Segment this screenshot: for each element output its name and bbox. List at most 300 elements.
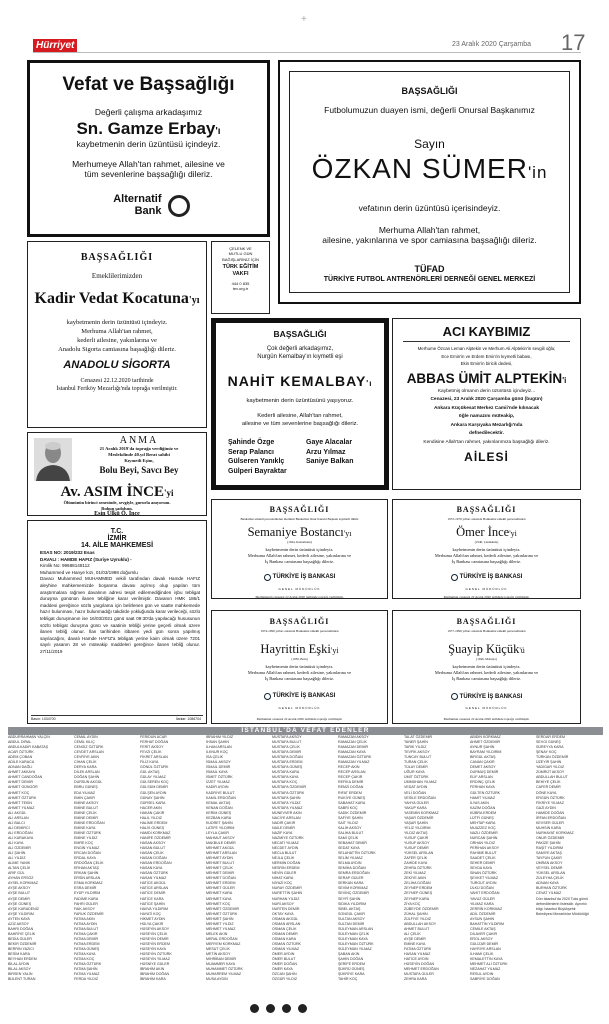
- deceased-name-entry: ALİ ARSLAN: [8, 815, 29, 820]
- page-dots: [250, 1004, 340, 1014]
- notice-nahit-kemalbay: [211, 318, 389, 490]
- deceased-name-entry: CAFER DEMİR: [536, 785, 561, 790]
- deceased-name-entry: ÖMER BULUT: [272, 957, 296, 962]
- notice-suayip-kucuk: [392, 610, 581, 724]
- deceased-name-entry: HASAN YILMAZ: [404, 952, 431, 957]
- deceased-name-entry: AYŞE YILDIRIM: [8, 911, 34, 916]
- notice-abbas-umit-alptekin: [392, 318, 581, 490]
- notice-semaniye-bostanci: [211, 499, 388, 599]
- deceased-name-entry: GÜLSEREN KOÇ: [140, 780, 169, 785]
- deceased-name-entry: YAŞAR ÖZDEMİR: [404, 815, 434, 820]
- notice-text: Emeklilerimizden: [91, 272, 143, 280]
- deceased-name-entry: MUSTAFA YILMAZ: [272, 805, 303, 810]
- deceased-name-entry: HALİME ERDEM: [140, 820, 168, 825]
- notice-text: Kaybetmiş olmanın derin üzüntüsü içindeyiz... Cenazesi, 23 Aralık 2020 Çarşamba günü (bugün) Ankara Küçükesat Merkez Camii'nde kılınacak öğle namazını müteakip, Ankara Karşıyaka Mezarlığı'nda defnedilecektir. Kendisine Allah'tan rahmet, yakınlarımıza başsağlığı dileriz.: [423, 388, 550, 445]
- deceased-name-entry: BAYRAM YILDIRIM: [470, 750, 502, 755]
- deceased-name-entry: SAİT YILDIZ: [338, 820, 359, 825]
- deceased-name-entry: TURAN ÇELİK: [404, 760, 428, 765]
- court-details: ESAS NO: 2019/232 Esas DAVALI : HAMDE HAFIZ (Suriye Uyruklu) - Kimlik No: 99688148112 Muhammed ve Hanye kızı, 01/03/1998 doğumlu: [40, 550, 138, 575]
- deceased-name-entry: MEHMET DEMİR: [206, 871, 235, 876]
- deceased-name-entry: DÖNE KAYA: [536, 790, 557, 795]
- deceased-name-entry: MUSTAFA ŞAHİN: [272, 795, 301, 800]
- notice-text: Cenazesi 22.12.2020 tarihinde İstanbul Feriköy Mezarlığı'nda toprağa verilmiştir.: [56, 378, 178, 392]
- deceased-name-entry: YAŞAR ŞAHİN: [404, 820, 428, 825]
- notice-text: vefatının derin üzüntüsü içerisindeyiz.: [358, 203, 501, 213]
- org-name: TÜFAD: [414, 264, 445, 274]
- deceased-name-entry: NİYAZİ KOÇ: [272, 881, 293, 886]
- deceased-name-entry: KAMİL ERDOĞAN: [206, 795, 236, 800]
- deceased-name-entry: ADEM ÇOBAN: [8, 755, 33, 760]
- org-name: TÜRKİYE FUTBOL ANTRENÖRLERİ DERNEĞİ GENEL MERKEZİ: [323, 276, 536, 283]
- notice-title: BAŞSAĞLIĞI: [269, 617, 330, 626]
- deceased-name-entry: PAKİZE ŞAHİN: [536, 840, 561, 845]
- deceased-name-entry: ZEYNEP GÜNEŞ: [404, 891, 433, 896]
- deceased-name-entry: YAHYA GÜLER: [404, 800, 429, 805]
- deceased-name-entry: ESMA KORKMAZ: [74, 881, 103, 886]
- deceased-name-entry: RAŞİT YILDIRIM: [536, 846, 564, 851]
- deceased-name-entry: AHMET ÖZTÜRK: [8, 795, 37, 800]
- deceased-name-entry: HÜSEYİN KAYA: [140, 946, 167, 951]
- deceased-name-entry: SEMİHA DOĞAN: [338, 866, 366, 871]
- deceased-name-entry: VEYSEL DEMİR: [536, 866, 563, 871]
- deceased-name-entry: EMİNE ÇELİK: [74, 810, 97, 815]
- deceased-name-entry: BEYHAN ERDEM: [8, 957, 37, 962]
- deceased-name-entry: ENGİN YILMAZ: [74, 846, 100, 851]
- deceased-name-entry: ZERRİN KORKMAZ: [470, 906, 503, 911]
- deceased-name-entry: NECLA BULUT: [272, 851, 297, 856]
- deceased-name-entry: HÜSEYİN ÖZTÜRK: [140, 952, 172, 957]
- deceased-name-entry: ÖMER DOĞAN: [272, 962, 297, 967]
- deceased-name-entry: AYŞE AKSOY: [8, 886, 31, 891]
- notice-title: ACI KAYBIMIZ: [442, 324, 531, 339]
- deceased-name-entry: OSMAN DEMİR: [272, 931, 298, 936]
- deceased-name-entry: ÜZEYİR ŞAHİN: [536, 760, 562, 765]
- deceased-name-entry: ONUR ÖZDEMİR: [536, 835, 565, 840]
- deceased-name-entry: BÜLENT TURAN: [8, 977, 36, 982]
- deceased-name-entry: MEHMET ERDOĞAN: [404, 967, 439, 972]
- deceased-name-entry: ERDAL KAYA: [74, 856, 96, 861]
- deceased-name-entry: YAKUP KARA: [404, 805, 427, 810]
- deceased-name-entry: AHMET GÜNGÖR: [8, 785, 38, 790]
- deceased-name-entry: ŞÜKRÜ GÜNEŞ: [338, 967, 365, 972]
- deceased-name-entry: ALİ ÇELİK: [404, 931, 421, 936]
- deceased-name-entry: GÖNÜL ÖZTÜRK: [140, 765, 169, 770]
- deceased-name-entry: NURİ AKSOY: [272, 901, 294, 906]
- deceased-name-entry: ZEHRA KARA: [404, 977, 427, 982]
- deceased-name-entry: NERMİN DOĞAN: [272, 861, 301, 866]
- deceased-name-entry: AHMET BULUT: [404, 926, 430, 931]
- deceased-name-entry: İBRAHİM KARA: [140, 977, 166, 982]
- deceased-name-entry: KEZBAN KARA: [206, 815, 232, 820]
- notice-subtext: (1946, Malatya): [476, 656, 497, 661]
- deceased-name-entry: ÜMİT ÖZTÜRK: [404, 775, 429, 780]
- deceased-name-entry: REFİKA DEMİR: [338, 780, 364, 785]
- deceased-name-entry: SEBAHAT DEMİR: [338, 840, 368, 845]
- deceased-name-entry: FATMA KAYA: [74, 952, 96, 957]
- deceased-name-entry: NURHAN YILDIZ: [272, 896, 300, 901]
- deceased-name-entry: EMRE KOÇ: [74, 840, 94, 845]
- deceased-name-entry: MEHMET ERDEM: [206, 881, 236, 886]
- deceased-name-entry: ABDULKADİR KABATAŞ: [8, 745, 49, 750]
- deceased-name-entry: MİHRİBAN DEMİR: [206, 957, 237, 962]
- deceased-name-entry: RAMAZAN AKSOY: [338, 735, 369, 739]
- deceased-name-entry: HALİS GÜNEŞ: [140, 825, 165, 830]
- deceased-name-entry: EMİNE YILDIZ: [74, 835, 98, 840]
- deceased-name-entry: ZAHİDE KAYA: [404, 861, 428, 866]
- deceased-name-entry: LÜTFİ GÜNEŞ: [470, 815, 494, 820]
- court-body: Davacı Muhammed MUHAMMED vekili tarafından davalı Hamde HAFIZ aleyhine mahkememizde boşanma davası açılmış olup yapılan tüm araştırmalara rağmen davalının adresi tespit edilemediğinden işbu tebligat duruşma gününün ilanen tebliğine karar verilmiştir. Davanın HMK 186/1 maddesi gereğince sözlü yargılama için belirlenen gün ve saatte mahkemede hazır bulunması, hazır bulunmadığı takdirde yokluğunda karar verileceği, sözlü tebligat duruşmanın ise 16/03/2021 günü saat 09:30'da yapılacağı hususunun sözlü tebligat duruşma günü ve saatinin tebliği yerine geçerli olmak üzere ilanen tebliğ olunur. İlan tarihinden itibaren yedi gün sonra yapılmış sayılacağını, davalı Hamde HAFIZ'a tebligatı yerine kaim olmak üzere 7201 sayılı yasanın 28 ve müteakip maddeleri gereğince ilanen tebliğ olunur. 27/11/2019: [40, 576, 200, 654]
- deceased-names-list: [8, 735, 603, 987]
- deceased-name-entry: EMİNE ERDOĞAN: [74, 820, 105, 825]
- deceased-name-entry: HASAN ÖZTÜRK: [140, 871, 169, 876]
- deceased-name-entry: TAYFUN ÇAKIR: [536, 856, 562, 861]
- deceased-name-entry: ZÜLFİYE YILDIZ: [404, 916, 431, 921]
- deceased-name-entry: FAHRİ GÜLER: [74, 901, 98, 906]
- deceased-name-entry: FEVZİ ÇELİK: [140, 750, 162, 755]
- deceased-name-entry: MUSTAFA KAYA: [272, 775, 299, 780]
- deceased-name-entry: KAZIM DOĞAN: [470, 805, 496, 810]
- deceased-name-entry: İZZET YILMAZ: [206, 780, 230, 785]
- deceased-name-entry: REMZİ DOĞAN: [338, 785, 364, 790]
- notice-text: kaybetmenin derin üzüntüsü içindeyiz. Merhuma Allah'tan rahmet, kederli ailesine, yakınlarına ve İş Bankası camiasına başsağlığı dileriz.: [247, 546, 352, 564]
- notice-title: BAŞSAĞLIĞI: [456, 617, 517, 626]
- deceased-name-entry: RECEP ÇAKIR: [338, 775, 363, 780]
- deceased-name-entry: AHMET CANDOĞAN: [8, 775, 43, 780]
- deceased-name-entry: RAMAZAN ÇELİK: [338, 740, 367, 745]
- deceased-name-entry: GÜLTEN ÖZTÜRK: [470, 790, 501, 795]
- deceased-name-entry: FATMA AKIN: [74, 916, 95, 921]
- deceased-name-entry: ARİF GÜL: [8, 871, 25, 876]
- deceased-name-entry: MUHAMMET ÖZTÜRK: [206, 967, 243, 972]
- deceased-name-entry: SAMİ ÇELİK: [338, 835, 359, 840]
- deceased-name-entry: MESUT ÇELİK: [206, 946, 230, 951]
- notice-text: Bolu Beyi, Savcı Bey: [99, 465, 179, 475]
- deceased-name-entry: FARUK ÖZDEMİR: [74, 911, 104, 916]
- deceased-name-entry: ADİLE KARACA: [8, 760, 35, 765]
- names-column: [470, 735, 523, 982]
- deceased-name-entry: KEMAL AKTAŞ: [206, 800, 231, 805]
- deceased-name-entry: CEVRİYE AKIN: [74, 755, 99, 760]
- deceased-name-entry: SABAHAT KARA: [338, 800, 366, 805]
- deceased-name-entry: DEMET AKSOY: [470, 765, 496, 770]
- deceased-name-entry: SALİH AKSOY: [338, 825, 362, 830]
- deceased-name-entry: GAZİ AYDIN: [536, 805, 556, 810]
- deceased-name-entry: FATMA ŞAHİN: [74, 967, 98, 972]
- dot-icon: [282, 1004, 291, 1013]
- deceased-name-entry: MUAZZEZ KOÇ: [470, 825, 496, 830]
- deceased-name-entry: NAZİF KAYA: [272, 830, 293, 835]
- deceased-name-entry: ŞAHİN DOĞAN: [338, 957, 364, 962]
- deceased-name-entry: EMİNE AKSOY: [74, 800, 99, 805]
- deceased-name-entry: SİNAN ÖZTÜRK: [470, 871, 497, 876]
- deceased-name-entry: SEVİNÇ ÖZDEMİR: [338, 891, 369, 896]
- deceased-name: NAHİT KEMALBAY'ı: [227, 373, 373, 389]
- deceased-name-entry: SAFİYE ŞAHİN: [338, 815, 363, 820]
- deceased-name-entry: ERCAN DOĞAN: [74, 851, 101, 856]
- deceased-name-entry: AHMET TEKİN: [8, 800, 33, 805]
- deceased-name-entry: RAMAZAN KAYA: [338, 750, 366, 755]
- court-city: İZMİR: [107, 535, 127, 542]
- names-column: [272, 735, 325, 982]
- court-footer-left: Basın: 1034700: [31, 717, 56, 721]
- deceased-name-entry: AYSUN ŞAHİN: [470, 916, 495, 921]
- deceased-name-entry: ZEHRA ÖZTÜRK: [404, 866, 432, 871]
- notice-tegv: [211, 241, 270, 314]
- deceased-name: Av. ASIM İNCE'yi: [60, 484, 174, 500]
- notice-omer-ince: [392, 499, 581, 599]
- notice-title: BAŞSAĞLIĞI: [80, 252, 154, 263]
- deceased-name-entry: MUSTAFA DOĞAN: [272, 755, 303, 760]
- deceased-name-entry: DİLAVER ÇAKIR: [470, 931, 498, 936]
- court-name: 14. AİLE MAHKEMESİ: [80, 542, 154, 549]
- deceased-name-entry: KADRİYE BULUT: [206, 790, 235, 795]
- deceased-name-entry: ZEYNEP KARA: [404, 896, 430, 901]
- deceased-name-entry: ÜMRAN AKSOY: [536, 861, 563, 866]
- deceased-name-entry: MUSTAFA KARA: [272, 770, 300, 775]
- deceased-name-entry: HATİCE DEMİR: [140, 891, 166, 896]
- deceased-name-entry: AYHAN ERSÖZ: [8, 876, 34, 881]
- deceased-name-entry: AYŞE BULUT: [8, 891, 31, 896]
- isbank-logo: TÜRKİYE İŞ BANKASI: [393, 569, 580, 587]
- deceased-name-entry: NAZLI ÖZDEMİR: [470, 830, 498, 835]
- notice-text: Değerli çalışma arkadaşımız: [94, 107, 203, 117]
- notice-text: tüm sevenlerine başsağlığı dileriz.: [84, 169, 213, 179]
- deceased-name-entry: DOĞAN ŞAHİN: [74, 775, 100, 780]
- deceased-name-entry: LEYLA ÇAKIR: [206, 830, 229, 835]
- deceased-name: Şuayip Küçük'ü: [448, 641, 525, 656]
- notice-text: Sayın: [414, 137, 445, 151]
- deceased-name-entry: ALİ DEMİRCİ: [8, 825, 30, 830]
- deceased-name-entry: DURMUŞ DEMİR: [470, 770, 499, 775]
- deceased-name-entry: CANAN ÇAKIR: [470, 760, 495, 765]
- deceased-name-entry: FATMA ERDEM: [74, 941, 100, 946]
- deceased-name-entry: MUSTAFA DEMİR: [272, 750, 302, 755]
- deceased-name-entry: YÜKSEL ARSLAN: [404, 851, 434, 856]
- deceased-name-entry: VELİ DOĞAN: [404, 790, 426, 795]
- deceased-name-entry: ERDOĞAN ÇELİK: [74, 861, 104, 866]
- notice-title: BAŞSAĞLIĞI: [401, 86, 458, 96]
- deceased-name-entry: HAMİDE DOĞAN: [536, 810, 565, 815]
- deceased-name-entry: EYÜP YILDIRIM: [74, 891, 101, 896]
- deceased-name: ABBAS ÜMİT ALPTEKİN'i: [406, 370, 567, 386]
- deceased-name-entry: HÜLYA ÇAKIR: [140, 921, 164, 926]
- deceased-name-entry: HATİCE AYDIN: [404, 957, 429, 962]
- deceased-name-entry: MEHMET ÖZDEMİR: [206, 906, 240, 911]
- deceased-name-entry: ERKAN ŞAHİN: [74, 871, 99, 876]
- deceased-name-entry: SİBEL AKTAŞ: [338, 906, 361, 911]
- deceased-name-entry: EMİNE ÖZTÜRK: [74, 830, 102, 835]
- tegv-name: TÜRK EĞİTİM VAKFI: [222, 263, 259, 277]
- deceased-name-entry: ABİDİN KORKMAZ: [470, 735, 501, 739]
- deceased-name-entry: CEMAL AYDIN: [74, 735, 98, 739]
- deceased-name-entry: BEHİYE ÇELİK: [536, 780, 561, 785]
- deceased-name-entry: ABDUL DİRAL: [8, 740, 32, 745]
- deceased-name-entry: MEHMET KAYA: [206, 896, 232, 901]
- deceased-name-entry: İBRAHİM YILDIZ: [206, 735, 234, 739]
- deceased-name-entry: MERAL ERDOĞAN: [206, 936, 238, 941]
- deceased-name-entry: OSMAN YILMAZ: [272, 946, 300, 951]
- deceased-name-entry: MUSTAFA GÜLER: [404, 972, 434, 977]
- deceased-name-entry: SELİM YILMAZ: [338, 856, 363, 861]
- deceased-name-entry: FATMA KOÇ: [74, 957, 95, 962]
- deceased-name-entry: İBRAHİM AKIN: [140, 967, 165, 972]
- deceased-name-entry: ABDULLAH BULUT: [536, 775, 568, 780]
- deceased-name-entry: VESİLE ERDOĞAN: [404, 795, 436, 800]
- deceased-name-entry: ORHAN YILDIZ: [470, 840, 496, 845]
- deceased-name-entry: EMİNE KAYA: [74, 825, 96, 830]
- hurriyet-logo: Hürriyet: [33, 39, 77, 52]
- deceased-name-entry: bilgi: İstanbul Büyükşehir: [536, 906, 576, 911]
- deceased-name-entry: MERYEM KORKMAZ: [206, 941, 241, 946]
- notice-gamze-erbay: [27, 60, 270, 237]
- deceased-name-entry: CEVDET ARSLAN: [74, 750, 104, 755]
- deceased-name-entry: ALİME YANIK: [8, 861, 31, 866]
- deceased-name-entry: AHMET KOÇ: [8, 790, 30, 795]
- deceased-name-entry: YUSUF AKSOY: [404, 840, 430, 845]
- deceased-name-entry: BAHATTİN YILDIRIM: [470, 921, 505, 926]
- deceased-name-entry: SÜLEYMAN KAYA: [338, 936, 368, 941]
- deceased-name-entry: OSMAN ÇELİK: [272, 926, 297, 931]
- deceased-name-entry: UĞUR KAYA: [404, 770, 425, 775]
- deceased-name-entry: TEVFİK AKSOY: [404, 750, 430, 755]
- deceased-name-entry: HATİCE AKGÜL: [140, 881, 166, 886]
- deceased-name-entry: MUHARREM YILMAZ: [206, 972, 242, 977]
- deceased-name-entry: MAKBULE DEMİR: [206, 840, 236, 845]
- notice-text: kaybetmenin derin üzüntüsü içindeyiz. Merhuma Allah'tan rahmet, kederli ailesine, yakınlarına ve İş Bankası camiasına başsağlığı dileriz.: [247, 663, 352, 681]
- deceased-name-entry: DERYA KARA: [74, 765, 97, 770]
- deceased-name-entry: ZÜMRÜT AKSOY: [536, 770, 565, 775]
- deceased-name-entry: ALİ ÖZDEMİR: [8, 846, 31, 851]
- isbank-key-icon: [264, 574, 271, 581]
- deceased-name-entry: HÜSEYİN DOĞAN: [404, 962, 435, 967]
- deceased-name-entry: HASAN AKSOY: [140, 840, 166, 845]
- deceased-name: Kadir Vedat Kocatuna'yı: [34, 290, 200, 307]
- deceased-name-entry: ŞÜKRİYE KARA: [338, 972, 365, 977]
- deceased-name-entry: ADNAN KAYA: [536, 881, 559, 886]
- deceased-name-entry: YUSUF DEMİR: [404, 846, 429, 851]
- deceased-name-entry: SEHER DEMİR: [470, 861, 495, 866]
- deceased-name-entry: FATMA DEMİR: [74, 936, 99, 941]
- signatories: Şahinde Özge Serap Palancı Gülseren Yanıklç Gülperi Bayraktar Gaye Alacalar Arzu Yılmaz Saniye Balkan: [228, 439, 354, 475]
- notice-text: kaybetmenin derin üzüntüsü içindeyiz.: [76, 139, 221, 149]
- deceased-name-entry: FATMA YILMAZ: [74, 972, 100, 977]
- portrait-photo: [34, 438, 72, 481]
- deceased-name-entry: TANER ŞAHİN: [404, 740, 428, 745]
- deceased-name-entry: MEHMET BULUT: [206, 861, 235, 866]
- deceased-name-entry: ŞERİFE ERDEM: [338, 962, 365, 967]
- deceased-name-entry: NAİLE DEMİR: [272, 825, 295, 830]
- deceased-name-entry: CİHAN ÇELİK: [74, 760, 97, 765]
- deceased-name-entry: SAADET ÇELİK: [470, 856, 496, 861]
- deceased-name-entry: EMİNE DEMİR: [74, 815, 98, 820]
- dot-icon: [298, 1004, 307, 1013]
- deceased-name-entry: HASAN KAYA: [140, 866, 163, 871]
- notice-text: Bankamız emekli personelinden merhum Bankamız Onur Kurulu Başkanı kıymetli ilimiz: [240, 517, 359, 521]
- deceased-name-entry: PERİHAN AKSOY: [470, 846, 500, 851]
- deceased-name-entry: HASAN ÇELİK: [140, 851, 164, 856]
- notice-subtext: (1944, Kastamonu): [287, 539, 312, 544]
- deceased-name-entry: HANİFE ÖZDEMİR: [140, 835, 171, 840]
- isbank-logo: TÜRKİYE İŞ BANKASI: [212, 569, 387, 587]
- deceased-name-entry: İSMAİL DEMİR: [206, 765, 231, 770]
- deceased-name-entry: BİLAL AKSOY: [8, 967, 31, 972]
- deceased-name-entry: SEVİM KORKMAZ: [338, 886, 368, 891]
- deceased-name-entry: NADİR ÇAKIR: [272, 820, 296, 825]
- deceased-name-entry: RAHİME BULUT: [470, 851, 497, 856]
- notice-text: 1977-1996 yılları arasında Bankamız emekli personelinden: [447, 629, 526, 633]
- deceased-name: ÖZKAN SÜMER'in: [311, 153, 548, 184]
- isbank-sublabel: GENEL MÜDÜRLÜK: [278, 586, 321, 591]
- deceased-name-entry: FATMA ÖZTÜRK: [404, 946, 432, 951]
- deceased-name-entry: FAİK AKSOY: [74, 906, 95, 911]
- deceased-name-entry: TALAT ÖZDEMİR: [404, 735, 433, 739]
- deceased-name-entry: İBRAHİM DOĞAN: [140, 972, 170, 977]
- notice-text: kaybetmenin derin üzüntüsü içindeyiz. Merhuma Allah'tan rahmet, kederli ailesine, yakınlarına ve Anadolu Sigorta camiasına başsağlığı dileriz.: [58, 319, 176, 353]
- notice-text: 21 Aralık 2019'da toprağa verdiğimiz ve Meslekdinde 40.yıl Berat sahibi Kıymetli Eşim,: [99, 446, 179, 463]
- deceased-name-entry: HAYATİ KOÇ: [140, 911, 161, 916]
- notice-title: Vefat ve Başsağlığı: [62, 74, 235, 95]
- deceased-name-entry: RESUL AYDIN: [470, 972, 494, 977]
- deceased-name: Ömer İnce'yi: [456, 524, 517, 539]
- deceased-name-entry: ÜLKÜ DOĞAN: [470, 886, 494, 891]
- deceased-name-entry: BİRGÜL AKTAŞ: [470, 755, 496, 760]
- deceased-name-entry: NECATİ YILMAZ: [272, 840, 299, 845]
- deceased-name-entry: MUSTAFA ÖZTÜRK: [272, 790, 305, 795]
- deceased-name-entry: NURAY ÖZDEMİR: [272, 886, 302, 891]
- isbank-logo: TÜRKİYE İŞ BANKASI: [212, 688, 387, 706]
- deceased-name-entry: HASAN DOĞAN: [140, 856, 167, 861]
- deceased-name-entry: SEDAT KAYA: [338, 846, 360, 851]
- deceased-name-entry: ZEKİ YILMAZ: [404, 871, 426, 876]
- deceased-name-entry: MUSTAFA AKSOY: [272, 735, 302, 739]
- isbank-key-icon: [451, 693, 458, 700]
- notice-title: BAŞSAĞLIĞI: [273, 329, 327, 339]
- deceased-name-entry: SEVDA KAYA: [470, 866, 493, 871]
- deceased-name-entry: TÜRKAN ÖZDEMİR: [536, 755, 569, 760]
- deceased-name-entry: METİN AKSOY: [206, 952, 231, 957]
- deceased-name-entry: SELAHATTİN ÖZTÜRK: [338, 851, 376, 856]
- deceased-name-entry: YADİGAR YILDIZ: [536, 765, 565, 770]
- deceased-name-entry: SONGÜL ÇAKIR: [338, 911, 366, 916]
- deceased-name-entry: HAMİT YILMAZ: [470, 795, 496, 800]
- deceased-name-entry: NEZAHAT YILMAZ: [470, 967, 501, 972]
- deceased-name-entry: NEJLA ÇELİK: [272, 856, 295, 861]
- deceased-name-entry: ABDURRAHMAN YALÇIN: [8, 735, 50, 739]
- isbank-logo: TÜRKİYE İŞ BANKASI: [393, 688, 580, 706]
- names-column: [74, 735, 127, 982]
- deceased-name-entry: SAMİYE AKTAŞ: [536, 851, 562, 856]
- deceased-name-entry: AZİZ AKSOY: [8, 921, 29, 926]
- deceased-name-entry: NACİYE ARSLAN: [272, 815, 301, 820]
- deceased-name-entry: YILDIZ AKTAŞ: [404, 830, 428, 835]
- notice-text: kaybetmenin derin üzüntüsünü yaşıyoruz.: [246, 398, 354, 404]
- deceased-name-entry: RECEP AKIN: [338, 765, 360, 770]
- deceased-name-entry: HÜSEYİN DEMİR: [140, 936, 169, 941]
- deceased-name-entry: BAHRİYE ÇELİK: [8, 931, 36, 936]
- deceased-name-entry: ALİ AKGÜL: [8, 810, 27, 815]
- deceased-name-entry: MEHMET ALİ ÖZTÜRK: [470, 962, 508, 967]
- deceased-name-entry: EMİNE BULUT: [74, 805, 99, 810]
- deceased-name-entry: CEMİL KILIÇ: [74, 740, 95, 745]
- deceased-name-entry: MEHMET DOĞAN: [206, 876, 236, 881]
- deceased-name-entry: FATMA AYDIN: [74, 921, 98, 926]
- deceased-name-entry: SERDAR ERDEM: [536, 735, 565, 739]
- deceased-name-entry: GÜLİZAR DEMİR: [470, 941, 499, 946]
- deceased-name-entry: ALİ ERDOĞAN: [8, 830, 33, 835]
- tegv-contact: 444 0 835 tev.org.tr: [231, 280, 250, 292]
- header-rule: [33, 52, 581, 53]
- deceased-name-entry: FERHAT DOĞAN: [140, 740, 169, 745]
